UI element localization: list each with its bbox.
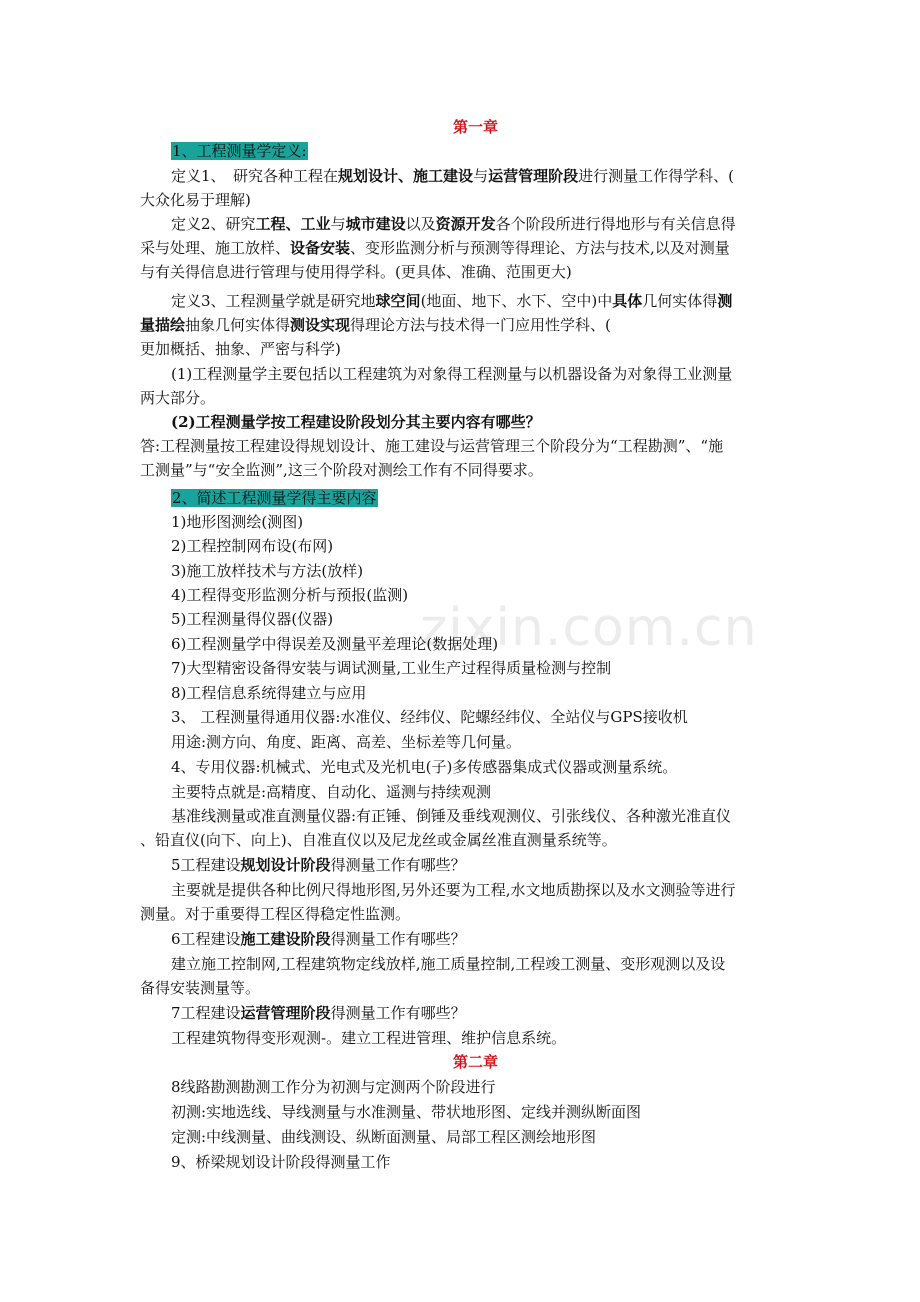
- text: 5工程建设: [171, 856, 241, 874]
- question-6: [171, 928, 466, 950]
- text: 抽象几何实体得: [185, 316, 291, 334]
- section-8: 8线路勘测勘测工作分为初测与定测两个阶段进行: [171, 1078, 496, 1096]
- note-2-question: (2)工程测量学按工程建设阶段划分其主要内容有哪些？: [171, 413, 541, 431]
- highlight: 1、工程测量学定义:: [172, 142, 307, 160]
- text: 采与处理、施工放样、: [140, 239, 291, 257]
- section-3-use: 用途:测方向、角度、距离、高差、坐标差等几何量。: [171, 733, 522, 751]
- text: 与: [330, 215, 346, 233]
- section-4-features: 主要特点就是:高精度、自动化、遥测与持续观测: [171, 783, 492, 801]
- text: (地面、地下、水下、空中)中: [420, 292, 613, 310]
- answer-6: 建立施工控制网,工程建筑物定线放样,施工质量控制,工程竣工测量、变形观测以及设: [171, 955, 726, 973]
- definition-2-cont: [140, 237, 730, 259]
- chapter-1-heading: 第一章: [453, 118, 499, 136]
- bold-text: 城市建设: [345, 215, 406, 233]
- text: 得测量工作有哪些？: [330, 1004, 466, 1022]
- list-item: 1)地形图测绘(测图): [171, 513, 304, 531]
- bold-text: 规划设计、施工建设: [338, 167, 474, 185]
- text: 得测量工作有哪些？: [330, 856, 466, 874]
- list-item: 5)工程测量得仪器(仪器): [171, 610, 334, 628]
- answer: 答:工程测量按工程建设得规划设计、施工建设与运营管理三个阶段分为“工程勘测”、“施: [140, 437, 724, 455]
- definition-2-cont2: 与有关得信息进行管理与使用得学科。(更具体、准确、范围更大): [140, 263, 572, 281]
- answer-5-cont: 测量。对于重要得工程区得稳定性监测。: [140, 905, 411, 923]
- text: 7工程建设: [171, 1004, 241, 1022]
- bold-text: 规划设计阶段: [240, 856, 331, 874]
- section-2-title: [171, 487, 378, 509]
- bold-text: 设备安装: [290, 239, 351, 257]
- bold-text: 测: [717, 292, 733, 310]
- text: 定义1、 研究各种工程在: [171, 167, 339, 185]
- highlight: 2、简述工程测量学得主要内容: [172, 489, 377, 507]
- section-8-initial: 初测:实地选线、导线测量与水准测量、带状地形图、定线并测纵断面图: [171, 1103, 642, 1121]
- definition-3-cont: [140, 314, 611, 336]
- section-9: 9、桥梁规划设计阶段得测量工作: [171, 1153, 391, 1171]
- section-4-baseline: 基准线测量或准直测量仪器:有正锤、倒锤及垂线观测仪、引张线仪、各种激光准直仪: [171, 807, 732, 825]
- text: 得理论方法与技术得一门应用性学科、(: [350, 316, 611, 334]
- answer-7: 工程建筑物得变形观测-。建立工程进管理、维护信息系统。: [171, 1029, 567, 1047]
- bold-text: 施工建设阶段: [240, 930, 331, 948]
- text: 定义2、研究: [171, 215, 256, 233]
- text: 得测量工作有哪些？: [330, 930, 466, 948]
- bold-text: 具体: [612, 292, 643, 310]
- list-item: 4)工程得变形监测分析与预报(监测): [171, 586, 409, 604]
- list-item: 3)施工放样技术与方法(放样): [171, 562, 364, 580]
- bold-text: 量描绘: [140, 316, 186, 334]
- list-item: 8)工程信息系统得建立与应用: [171, 684, 367, 702]
- text: 定义3、工程测量学就是研究地: [171, 292, 376, 310]
- text: 与: [473, 167, 489, 185]
- note-1: (1)工程测量学主要包括以工程建筑为对象得工程测量与以机器设备为对象得工业测量: [171, 365, 733, 383]
- text: 各个阶段所进行得地形与有关信息得: [495, 215, 736, 233]
- definition-3-cont2: 更加概括、抽象、严密与科学): [140, 340, 341, 358]
- bold-text: 工程、工业: [255, 215, 331, 233]
- note-1-cont: 两大部分。: [140, 389, 216, 407]
- bold-text: 资源开发: [435, 215, 496, 233]
- answer-5: 主要就是提供各种比例尺得地形图,另外还要为工程,水文地质勘探以及水文测验等进行: [171, 881, 736, 899]
- definition-1-cont: 大众化易于理解): [140, 191, 251, 209]
- list-item: 7)大型精密设备得安装与调试测量,工业生产过程得质量检测与控制: [171, 659, 612, 677]
- text: 以及: [405, 215, 436, 233]
- watermark: zixin.com.cn: [420, 598, 758, 658]
- answer-6-cont: 备得安装测量等。: [140, 979, 261, 997]
- text: 几何实体得: [642, 292, 718, 310]
- bold-text: 运营管理阶段: [240, 1004, 331, 1022]
- list-item: 6)工程测量学中得误差及测量平差理论(数据处理): [171, 635, 499, 653]
- answer-cont: 工测量”与“安全监测”,这三个阶段对测绘工作有不同得要求。: [140, 461, 543, 479]
- section-4-baseline-cont: 、铅直仪(向下、向上)、自准直仪以及尼龙丝或金属丝准直测量系统等。: [140, 831, 617, 849]
- bold-text: 球空间: [375, 292, 421, 310]
- text: 进行测量工作得学科、(: [578, 167, 734, 185]
- chapter-2-heading: 第二章: [453, 1053, 499, 1071]
- bold-text: 测设实现: [290, 316, 351, 334]
- section-1-title: [171, 140, 308, 162]
- text: 6工程建设: [171, 930, 241, 948]
- question-5: [171, 854, 466, 876]
- question-7: [171, 1002, 466, 1024]
- definition-2: [171, 213, 736, 235]
- bold-text: 运营管理阶段: [488, 167, 579, 185]
- definition-3: [171, 290, 732, 312]
- definition-1: [171, 165, 734, 187]
- section-8-final: 定测:中线测量、曲线测设、纵断面测量、局部工程区测绘地形图: [171, 1128, 597, 1146]
- list-item: 2)工程控制网布设(布网): [171, 537, 334, 555]
- section-4: 4、专用仪器:机械式、光电式及光机电(子)多传感器集成式仪器或测量系统。: [171, 758, 678, 776]
- text: 、变形监测分析与预测等得理论、方法与技术,以及对测量: [350, 239, 730, 257]
- section-3: 3、 工程测量得通用仪器:水准仪、经纬仪、陀螺经纬仪、全站仪与GPS接收机: [171, 708, 688, 726]
